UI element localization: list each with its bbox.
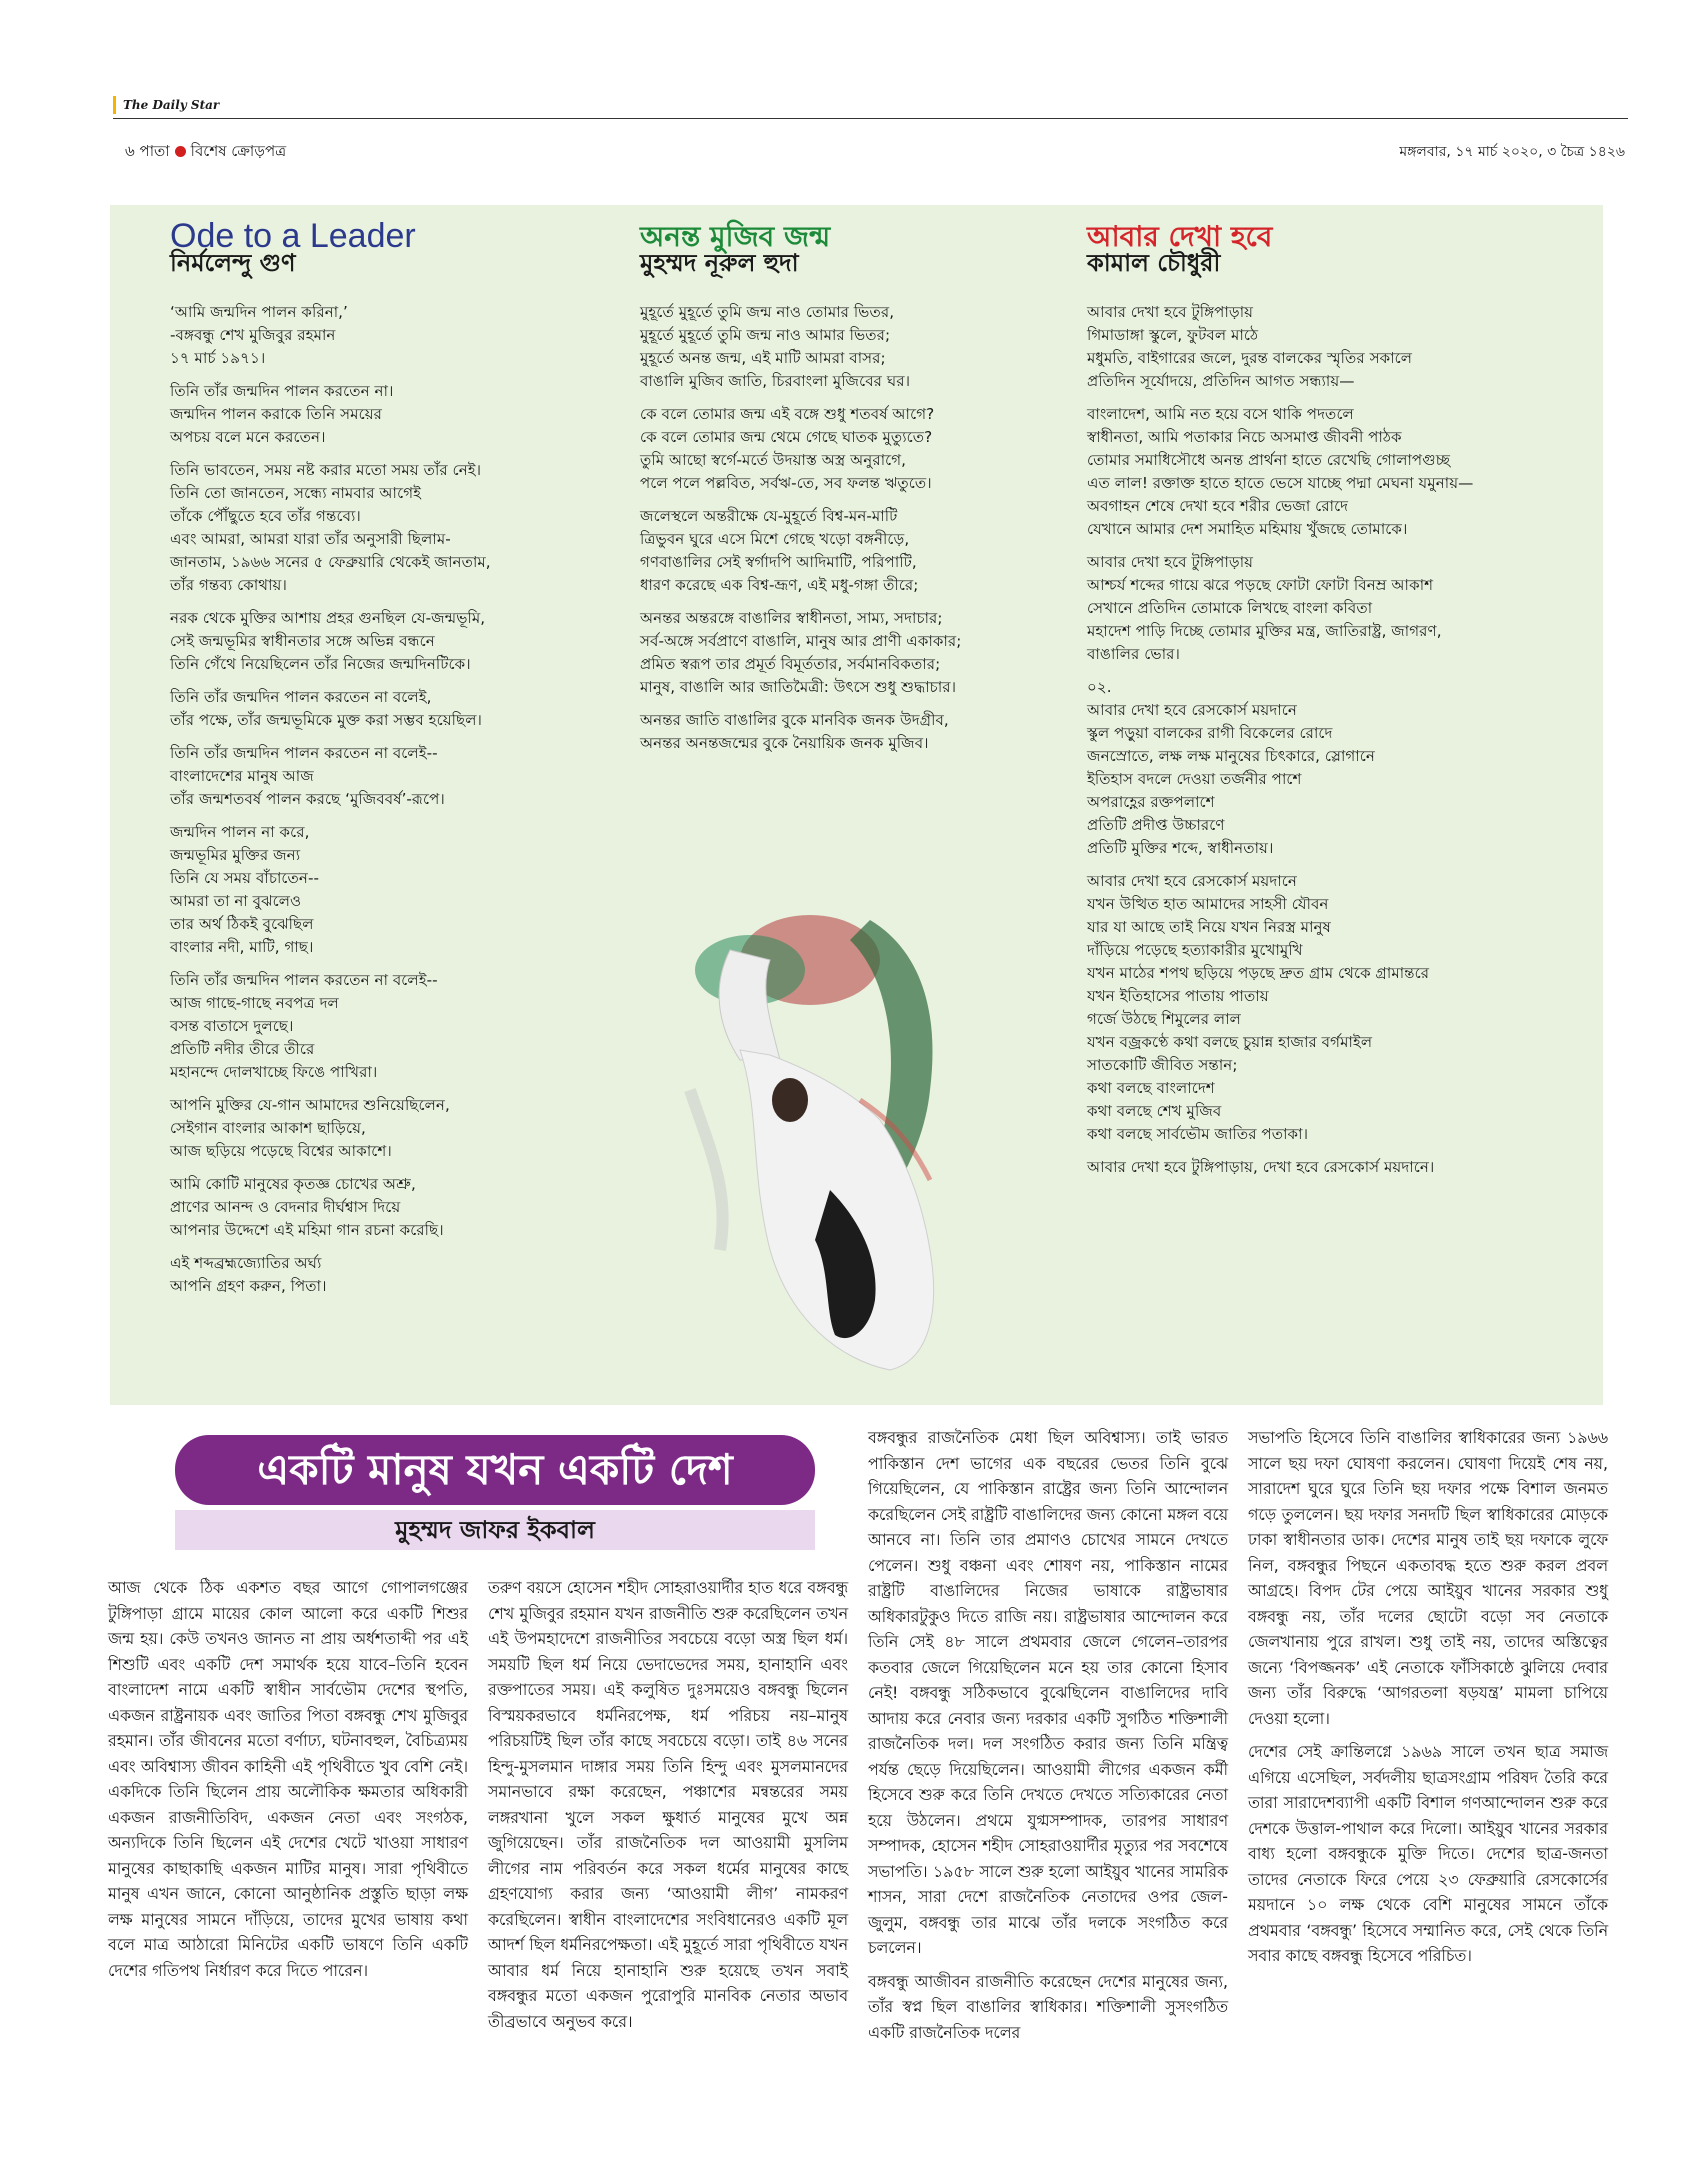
leader-painting-illustration [630, 890, 1050, 1390]
poem-title: অনন্ত মুজিব জন্ম [640, 220, 831, 253]
article-column-1 [108, 1575, 468, 1991]
article-column-3 [868, 1425, 1228, 2053]
stanza: অনন্তর অন্তরঙ্গে বাঙালির স্বাধীনতা, সাম্য, সদাচার; সর্ব-অঙ্গে সর্বপ্রাণে বাঙালি, মানুষ আর প্রাণী একাকার; প্রমিত স্বরূপ তার প্রমূর্ত বিমূর্ততার, সর্বমানবিকতার; মানুষ, বাঙালি আর জাতিমৈত্রী: উৎসে শুধু শুদ্ধাচার। [640, 609, 962, 696]
stanza: তিনি তাঁর জন্মদিন পালন করতেন না বলেই-- বাংলাদেশের মানুষ আজ তাঁর জন্মশতবর্ষ পালন করছে ‘মুজিববর্ষ’-রূপে। [170, 744, 445, 808]
article-paragraph: দেশের সেই ক্রান্তিলগ্নে ১৯৬৯ সালে তখন ছাত্র সমাজ এগিয়ে এসেছিল, সর্বদলীয় ছাত্রসংগ্রাম পরিষদ তৈরি করে তারা সারাদেশব্যাপী একটি বিশাল গণআন্দোলন শুরু করে দেশকে উত্তাল-পাথাল করে দিলো। আইয়ুব খানের সরকার বাধ্য হলো বঙ্গবন্ধুকে মুক্তি দিতে। দেশের ছাত্র-জনতা তাদের নেতাকে ফিরে পেয়ে ২৩ ফেব্রুয়ারি রেসকোর্সের ময়দানে ১০ লক্ষ থেকে বেশি মানুষের সামনে তাঁকে প্রথমবার ‘বঙ্গবন্ধু’ হিসেবে সম্মানিত করে, সেই থেকে তিনি সবার কাছে বঙ্গবন্ধু হিসেবে পরিচিত। [1248, 1742, 1608, 1965]
poem-author: কামাল চৌধুরী [1087, 249, 1221, 277]
stanza: এই শব্দব্রহ্মজ্যোতির অর্ঘ্য আপনি গ্রহণ করুন, পিতা। [170, 1254, 327, 1295]
stanza: তিনি তাঁর জন্মদিন পালন করতেন না বলেই, তাঁর পক্ষে, তাঁর জন্মভূমিকে মুক্ত করা সম্ভব হয়েছিল। [170, 688, 482, 729]
poem-author: নির্মলেন্দু গুণ [170, 249, 296, 277]
poem-ode-to-a-leader [170, 217, 600, 1308]
stanza: ‘আমি জন্মদিন পালন করিনা,’ -বঙ্গবন্ধু শেখ মুজিবুর রহমান ১৭ মার্চ ১৯৭১। [170, 303, 348, 367]
stanza: আপনি মুক্তির যে-গান আমাদের শুনিয়েছিলেন, সেইগান বাংলার আকাশ ছাড়িয়ে, আজ ছড়িয়ে পড়েছে বিশ্বের আকাশে। [170, 1096, 450, 1160]
stanza: আবার দেখা হবে টুঙ্গিপাড়ায় গিমাডাঙ্গা স্কুলে, ফুটবল মাঠে মধুমতি, বাইগারের জলে, দুরন্ত বালকের স্মৃতির সকালে প্রতিদিন সূর্যোদয়ে, প্রতিদিন আগত সন্ধ্যায়— [1087, 303, 1413, 390]
article-paragraph: বঙ্গবন্ধুর রাজনৈতিক মেধা ছিল অবিশ্বাস্য। তাই ভারত পাকিস্তান দেশ ভাগের এক বছরের ভেতর তিনি বুঝে গিয়েছিলেন, যে পাকিস্তান রাষ্ট্রের জন্য তিনি আন্দোলন করেছিলেন সেই রাষ্ট্রটি বাঙালিদের জন্য কোনো মঙ্গল বয়ে আনবে না। তিনি তার প্রমাণও চোখের সামনে দেখতে পেলেন। শুধু বঞ্চনা এবং শোষণ নয়, পাকিস্তান নামের রাষ্ট্রটি বাঙালিদের নিজের ভাষাকে রাষ্ট্রভাষার অধিকারটুকুও দিতে রাজি নয়। রাষ্ট্রভাষার আন্দোলন করে তিনি সেই ৪৮ সালে প্রথমবার জেলে গেলেন–তারপর কতবার জেলে গিয়েছিলেন মনে হয় তার কোনো হিসাব নেই! বঙ্গবন্ধু সঠিকভাবে বুঝেছিলেন বাঙালিদের দাবি আদায় করে নেবার জন্য দরকার একটি সুগঠিত শক্তিশালী রাজনৈতিক দল। দল সংগঠিত করার জন্য তিনি মন্ত্রিত্ব পর্যন্ত ছেড়ে দিয়েছিলেন। আওয়ামী লীগের একজন কর্মী হিসেবে শুরু করে তিনি দেখতে দেখতে সত্যিকারের নেতা হয়ে উঠলেন। প্রথমে যুগ্মসম্পাদক, তারপর সাধারণ সম্পাদক, হোসেন শহীদ সোহরাওয়ার্দীর মৃত্যুর পর সবশেষে সভাপতি। ১৯৫৮ সালে শুরু হলো আইয়ুব খানের সামরিক শাসন, সারা দেশে রাজনৈতিক নেতাদের ওপর জেল-জুলুম, বঙ্গবন্ধু তার মাঝে তাঁর দলকে সংগঠিত করে চললেন। [868, 1428, 1228, 1957]
article-column-2 [488, 1575, 848, 2042]
stanza: আবার দেখা হবে টুঙ্গিপাড়ায় আশ্চর্য শব্দের গায়ে ঝরে পড়ছে ফোটা ফোটা বিনম্র আকাশ সেখানে প্রতিদিন তোমাকে লিখছে বাংলা কবিতা মহাদেশ পাড়ি দিচ্ছে তোমার মুক্তির মন্ত্র, জাতিরাষ্ট্র, জাগরণ, বাঙালির ভোর। [1087, 553, 1442, 663]
stanza: মুহূর্তে মুহূর্তে তুমি জন্ম নাও তোমার ভিতর, মুহূর্তে মুহূর্তে তুমি জন্ম নাও আমার ভিতর; মুহূর্তে অনন্ত জন্ম, এই মাটি আমরা বাসর; বাঙালি মুজিব জাতি, চিরবাংলা মুজিবের ঘর। [640, 303, 911, 390]
stanza: আমি কোটি মানুষের কৃতজ্ঞ চোখের অশ্রু, প্রাণের আনন্দ ও বেদনার দীর্ঘশ্বাস দিয়ে আপনার উদ্দেশে এই মহিমা গান রচনা করেছি। [170, 1175, 444, 1239]
newspaper-logo: The Daily Star [123, 98, 220, 112]
dateline: মঙ্গলবার, ১৭ মার্চ ২০২০, ৩ চৈত্র ১৪২৬ [1399, 144, 1625, 160]
article-paragraph: আজ থেকে ঠিক একশত বছর আগে গোপালগঞ্জের টুঙ্গিপাড়া গ্রামে মায়ের কোল আলো করে একটি শিশুর জন্ম হয়। কেউ তখনও জানত না প্রায় অর্ধশতাব্দী পর এই শিশুটি এবং একটি দেশ সমার্থক হয়ে যাবে–তিনি হবেন বাংলাদেশ নামে একটি স্বাধীন সার্বভৌম দেশের স্থপতি, একজন রাষ্ট্রনায়ক এবং জাতির পিতা বঙ্গবন্ধু শেখ মুজিবুর রহমান। তাঁর জীবনের মতো বর্ণাঢ্য, ঘটনাবহুল, বৈচিত্র্যময় এবং অবিশ্বাস্য জীবন কাহিনী এই পৃথিবীতে খুব বেশি নেই। একদিকে তিনি ছিলেন প্রায় অলৌকিক ক্ষমতার অধিকারী একজন রাজনীতিবিদ, একজন নেতা এবং সংগঠক, অন্যদিকে তিনি ছিলেন এই দেশের খেটে খাওয়া সাধারণ মানুষের কাছাকাছি একজন মাটির মানুষ। সারা পৃথিবীতে মানুষ এখন জানে, কোনো আনুষ্ঠানিক প্রস্তুতি ছাড়া লক্ষ লক্ষ মানুষের সামনে দাঁড়িয়ে, তাদের মুখের ভাষায় কথা বলে মাত্র আঠারো মিনিটের একটি ভাষণে তিনি একটি দেশের গতিপথ নির্ধারণ করে দিতে পারেন। [108, 1578, 468, 1980]
article-paragraph: তরুণ বয়সে হোসেন শহীদ সোহরাওয়ার্দীর হাত ধরে বঙ্গবন্ধু শেখ মুজিবুর রহমান যখন রাজনীতি শুরু করেছিলেন তখন এই উপমহাদেশে রাজনীতির সবচেয়ে বড়ো অস্ত্র ছিল ধর্ম। সময়টি ছিল ধর্ম নিয়ে ভেদাভেদের সময়, হানাহানি এবং রক্তপাতের সময়। এই কলুষিত দুঃসময়েও বঙ্গবন্ধু ছিলেন বিস্ময়করভাবে ধর্মনিরপেক্ষ, ধর্ম পরিচয় নয়–মানুষ পরিচয়টিই ছিল তাঁর কাছে সবচেয়ে বড়ো। তাই ৪৬ সনের হিন্দু-মুসলমান দাঙ্গার সময় তিনি হিন্দু এবং মুসলমানদের সমানভাবে রক্ষা করেছেন, পঞ্চাশের মন্বন্তরের সময় লঙ্গরখানা খুলে সকল ক্ষুধার্ত মানুষের মুখে অন্ন জুগিয়েছেন। তাঁর রাজনৈতিক দল আওয়ামী মুসলিম লীগের নাম পরিবর্তন করে সকল ধর্মের মানুষের কাছে গ্রহণযোগ্য করার জন্য ‘আওয়ামী লীগ’ নামকরণ করেছিলেন। স্বাধীন বাংলাদেশের সংবিধানেরও একটি মূল আদর্শ ছিল ধর্মনিরপেক্ষতা। এই মুহূর্তে সারা পৃথিবীতে যখন আবার ধর্ম নিয়ে হানাহানি শুরু হয়েছে তখন সবাই বঙ্গবন্ধুর মতো একজন পুরোপুরি মানবিক নেতার অভাব তীব্রভাবে অনুভব করে। [488, 1578, 848, 2031]
article-paragraph: বঙ্গবন্ধু আজীবন রাজনীতি করেছেন দেশের মানুষের জন্য, তাঁর স্বপ্ন ছিল বাঙালির স্বাধিকার। শক্তিশালী সুসংগঠিত একটি রাজনৈতিক দলের [868, 1971, 1228, 2042]
page-folio [125, 140, 286, 165]
poem-title: Ode to a Leader [170, 217, 416, 255]
article-title: একটি মানুষ যখন একটি দেশ [175, 1435, 815, 1505]
stanza: নরক থেকে মুক্তির আশায় প্রহর গুনছিল যে-জন্মভূমি, সেই জন্মভূমির স্বাধীনতার সঙ্গে অভিন্ন বন্ধনে তিনি গেঁথে নিয়েছিলেন তাঁর নিজের জন্মদিনটিকে। [170, 609, 486, 673]
page-number: ৬ পাতা [125, 142, 170, 160]
stanza: জলেস্থলে অন্তরীক্ষে যে-মুহূর্তে বিশ্ব-মন-মাটি ত্রিভুবন ঘুরে এসে মিশে গেছে খড়ো বঙ্গনীড়ে, গণবাঙালির সেই স্বর্গাদপি আদিমাটি, পরিপাটি, ধারণ করেছে এক বিশ্ব-ভ্রূণ, এই মধু-গঙ্গা তীরে; [640, 507, 919, 594]
article-byline: মুহম্মদ জাফর ইকবাল [175, 1510, 815, 1550]
article-column-4 [1248, 1425, 1608, 1977]
masthead [113, 96, 1628, 119]
poem-author: মুহম্মদ নূরুল হুদা [640, 249, 799, 277]
stanza: ০২. আবার দেখা হবে রেসকোর্স ময়দানে স্কুল পড়ুয়া বালকের রাগী বিকেলের রোদে জনস্রোতে, লক্ষ লক্ষ মানুষের চিৎকারে, স্লোগানে ইতিহাস বদলে দেওয়া তর্জনীর পাশে অপরাহ্ণের রক্তপলাশে প্রতিটি প্রদীপ্ত উচ্চারণে প্রতিটি মুক্তির শব্দে, স্বাধীনতায়। [1087, 678, 1375, 857]
stanza: কে বলে তোমার জন্ম এই বঙ্গে শুধু শতবর্ষ আগে? কে বলে তোমার জন্ম থেমে গেছে ঘাতক মুত্যুতে? তুমি আছো স্বর্গে-মর্তে উদয়াস্ত অস্ত্র অনুরাগে, পলে পলে পল্লবিত, সর্বঋ-তে, সব ফলন্ত ঋতুতে। [640, 405, 935, 492]
poem-abar-dekha-hobe [1087, 220, 1567, 1189]
stanza: অনন্তর জাতি বাঙালির বুকে মানবিক জনক উদগ্রীব, অনন্তর অনন্তজন্মের বুকে নৈয়ায়িক জনক মুজিব। [640, 711, 949, 752]
masthead-accent-bar [113, 96, 116, 114]
stanza: আবার দেখা হবে টুঙ্গিপাড়ায়, দেখা হবে রেসকোর্স ময়দানে। [1087, 1158, 1435, 1176]
article-paragraph: সভাপতি হিসেবে তিনি বাঙালির স্বাধিকারের জন্য ১৯৬৬ সালে ছয় দফা ঘোষণা করলেন। ঘোষণা দিয়েই শেষ নয়, সারাদেশ ঘুরে ঘুরে তিনি ছয় দফার পক্ষে বিশাল জনমত গড়ে তুললেন। ছয় দফার সনদটি ছিল স্বাধিকারের মোড়কে ঢাকা স্বাধীনতার ডাক। দেশের মানুষ তাই ছয় দফাকে লুফে নিল, বঙ্গবন্ধুর পিছনে একতাবদ্ধ হতে শুরু করল প্রবল আগ্রহে। বিপদ টের পেয়ে আইয়ুব খানের সরকার শুধু বঙ্গবন্ধু নয়, তাঁর দলের ছোটো বড়ো সব নেতাকে জেলখানায় পুরে রাখল। শুধু তাই নয়, তাদের অস্তিত্বের জন্যে ‘বিপজ্জনক’ এই নেতাকে ফাঁসিকাষ্ঠে ঝুলিয়ে দেবার জন্য তাঁর বিরুদ্ধে ‘আগরতলা ষড়যন্ত্র’ মামলা চাপিয়ে দেওয়া হলো। [1248, 1428, 1608, 1728]
stanza: তিনি তাঁর জন্মদিন পালন করতেন না বলেই-- আজ গাছে-গাছে নবপত্র দল বসন্ত বাতাসে দুলছে। প্রতিটি নদীর তীরে তীরে মহানন্দে দোলখাচ্ছে ফিঙে পাখিরা। [170, 971, 438, 1081]
section-name: বিশেষ ক্রোড়পত্র [190, 142, 287, 160]
stanza: তিনি তাঁর জন্মদিন পালন করতেন না। জন্মদিন পালন করাকে তিনি সময়ের অপচয় বলে মনে করতেন। [170, 382, 394, 446]
stanza: আবার দেখা হবে রেসকোর্স ময়দানে যখন উত্থিত হাত আমাদের সাহসী যৌবন যার যা আছে তাই নিয়ে যখন নিরস্ত্র মানুষ দাঁড়িয়ে পড়েছে হত্যাকারীর মুখোমুখি যখন মাঠের শপথ ছড়িয়ে পড়ছে দ্রুত গ্রাম থেকে গ্রামান্তরে যখন ইতিহাসের পাতায় পাতায় গর্জে উঠছে শিমুলের লাল যখন বজ্রকণ্ঠে কথা বলছে চুয়ান্ন হাজার বর্গমাইল সাতকোটি জীবিত সন্তান; কথা বলছে বাংলাদেশ কথা বলছে শেখ মুজিব কথা বলছে সার্বভৌম জাতির পতাকা। [1087, 872, 1430, 1143]
red-dot-icon [175, 146, 186, 157]
stanza: তিনি ভাবতেন, সময় নষ্ট করার মতো সময় তাঁর নেই। তিনি তো জানতেন, সন্ধ্যে নামবার আগেই তাঁকে পৌঁছুতে হবে তাঁর গন্তব্যে। এবং আমরা, আমরা যারা তাঁর অনুসারী ছিলাম- জানতাম, ১৯৬৬ সনের ৫ ফেব্রুয়ারি থেকেই জানতাম, তাঁর গন্তব্য কোথায়। [170, 461, 491, 594]
poem-title: আবার দেখা হবে [1087, 220, 1273, 253]
stanza: বাংলাদেশ, আমি নত হয়ে বসে থাকি পদতলে স্বাধীনতা, আমি পতাকার নিচে অসমাপ্ত জীবনী পাঠক তোমার সমাধিসৌধে অনন্ত প্রার্থনা হাতে রেখেছি গোলাপগুচ্ছ এত লাল! রক্তাক্ত হাতে হাতে ভেসে যাচ্ছে পদ্মা মেঘনা যমুনায়— অবগাহন শেষে দেখা হবে শরীর ভেজা রোদে যেখানে আমার দেশ সমাহিত মহিমায় খুঁজছে তোমাকে। [1087, 405, 1474, 538]
poem-ananta-mujib-janma [640, 220, 1050, 765]
stanza: জন্মদিন পালন না করে, জন্মভূমির মুক্তির জন্য তিনি যে সময় বাঁচাতেন-- আমরা তা না বুঝলেও তার অর্থ ঠিকই বুঝেছিল বাংলার নদী, মাটি, গাছ। [170, 823, 319, 956]
